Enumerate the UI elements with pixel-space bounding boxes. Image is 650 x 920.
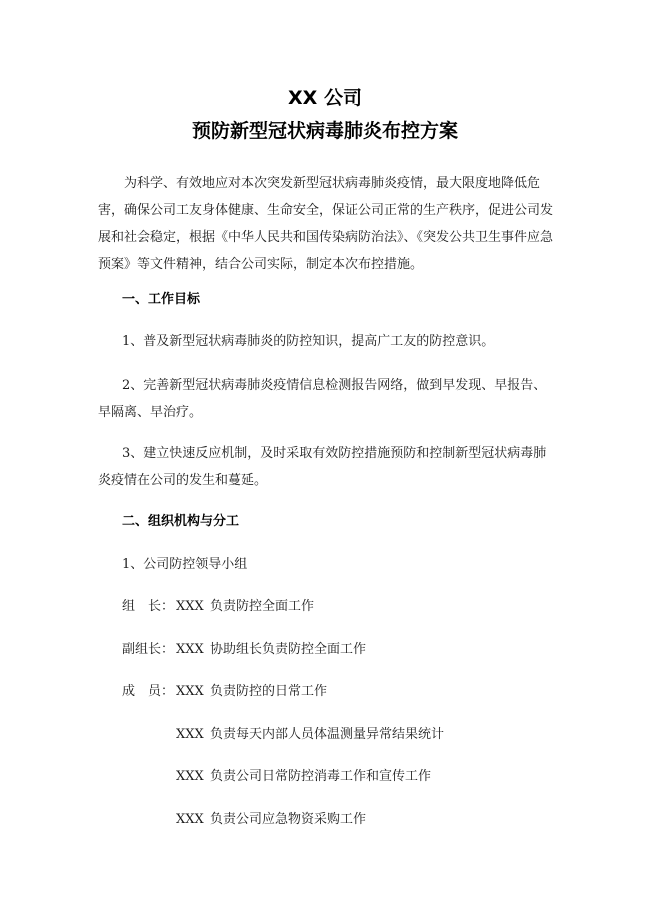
- document-title-company: XX 公司: [288, 87, 362, 109]
- deputy-duty: 协助组长负责防控全面工作: [210, 642, 367, 657]
- goal-item: 3、建立快速反应机制，及时采取有效防控措施预防和控制新型冠状病毒肺炎疫情在公司的发生和蔓延。: [98, 446, 547, 488]
- member-name: XXX: [176, 769, 204, 784]
- leadership-group-heading: 1、公司防控领导小组: [122, 557, 248, 572]
- member-row: [176, 810, 366, 830]
- member-row: [176, 767, 431, 787]
- member-row: [122, 682, 327, 702]
- deputy-row: [122, 640, 366, 660]
- leader-name: XXX: [176, 599, 204, 614]
- member-duty: 负责防控的日常工作: [210, 684, 328, 699]
- member-name: XXX: [176, 684, 204, 699]
- leader-row: [122, 597, 314, 617]
- member-duty: 负责每天内部人员体温测量异常结果统计: [210, 727, 445, 742]
- goal-item: 1、普及新型冠状病毒肺炎的防控知识，提高广工友的防控意识。: [122, 334, 495, 349]
- document-title-plan: 预防新型冠状病毒肺炎布控方案: [191, 120, 458, 142]
- leader-duty: 负责防控全面工作: [210, 599, 315, 614]
- deputy-role: 副组长：: [122, 642, 175, 657]
- member-duty: 负责公司应急物资采购工作: [210, 812, 367, 827]
- goal-item: 2、完善新型冠状病毒肺炎疫情信息检测报告网络，做到早发现、早报告、早隔离、早治疗。: [98, 378, 547, 420]
- member-role: 成 员：: [122, 684, 175, 699]
- section-heading-organization: 二、组织机构与分工: [122, 514, 240, 529]
- member-duty: 负责公司日常防控消毒工作和宣传工作: [210, 769, 432, 784]
- intro-paragraph: 为科学、有效地应对本次突发新型冠状病毒肺炎疫情，最大限度地降低危害，确保公司工友身体健康、生命安全，保证公司正常的生产秩序，促进公司发展和社会稳定，根据《中华人民共和国传染病防治法》、《突发公共卫生事件应急预案》等文件精神，结合公司实际，制定本次布控措施。: [98, 176, 554, 272]
- section-heading-goals: 一、工作目标: [122, 292, 201, 307]
- member-row: [176, 725, 444, 745]
- leader-role: 组 长：: [122, 599, 175, 614]
- member-name: XXX: [176, 727, 204, 742]
- member-name: XXX: [176, 812, 204, 827]
- deputy-name: XXX: [176, 642, 204, 657]
